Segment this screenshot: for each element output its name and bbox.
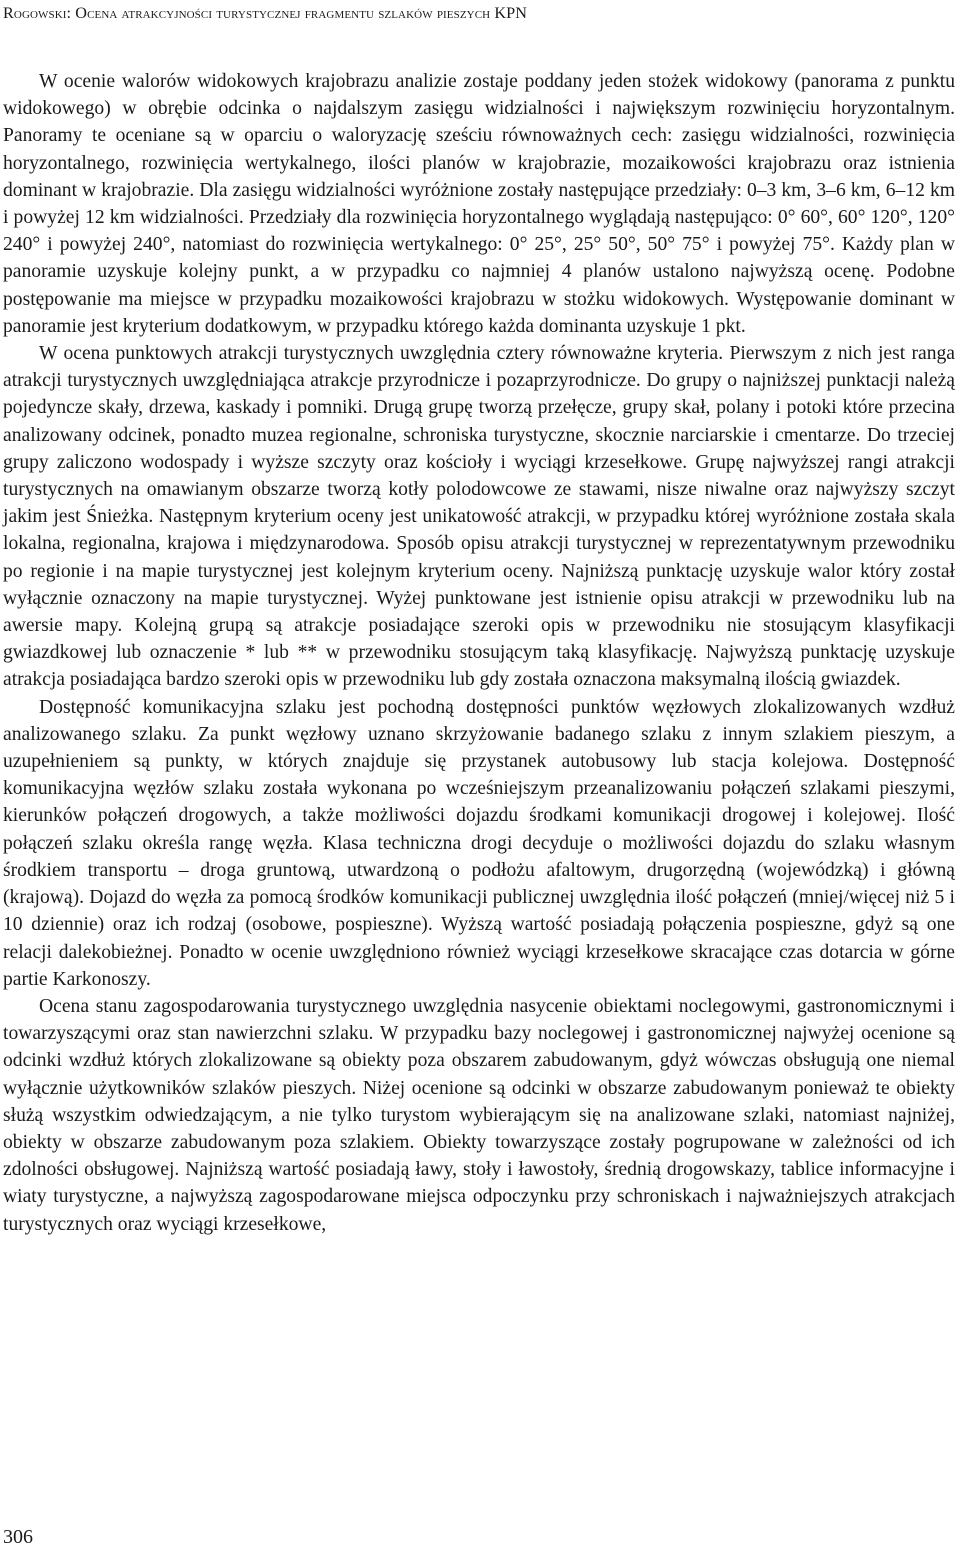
article-body [3, 68, 955, 1238]
paragraph-tourist-infrastructure: Ocena stanu zagospodarowania turystycznego uwzględnia nasycenie obiektami noclegowymi, gastronomicznymi i towarzyszącymi oraz stan nawierzchni szlaku. W przypadku bazy noclegowej i gastronomicznej najwyżej ocenione są odcinki wzdłuż których zlokalizowane są obiekty poza obszarem zabudowanym, gdyż wówczas obsługują one niemal wyłącznie użytkowników szlaków pieszych. Niżej ocenione są odcinki w obszarze zabudowanym ponieważ te obiekty służą wszystkim odwiedzającym, a nie tylko turystom wybierającym się na analizowane szlaki, natomiast najniżej, obiekty w obszarze zabudowanym poza szlakiem. Obiekty towarzyszące zostały pogrupowane w zależności od ich zdolności obsługowej. Najniższą wartość posiadają ławy, stoły i ławostoły, średnią drogowskazy, tablice informacyjne i wiaty turystyczne, a najwyższą zagospodarowane miejsca odpoczynku przy schroniskach i najważniejszych atrakcjach turystycznych oraz wyciągi krzesełkowe, [3, 995, 955, 1235]
running-header: Rogowski: Ocena atrakcyjności turystycznej fragmentu szlaków pieszych KPN [3, 4, 528, 22]
paragraph-panorama-assessment: W ocenie walorów widokowych krajobrazu analizie zostaje poddany jeden stożek widokowy (panorama z punktu widokowego) w obrębie odcinka o najdalszym zasięgu widzialności i największym rozwinięciu horyzontalnym. Panoramy te oceniane są w oparciu o waloryzację sześciu równoważnych cech: zasięgu widzialności, rozwinięcia horyzontalnego, rozwinięcia wertykalnego, ilości planów w krajobrazie, mozaikowości krajobrazu oraz istnienia dominant w krajobrazie. Dla zasięgu widzialności wyróżnione zostały następujące przedziały: 0–3 km, 3–6 km, 6–12 km i powyżej 12 km widzialności. Przedziały dla rozwinięcia horyzontalnego wyglądają następująco: 0° 60°, 60° 120°, 120° 240° i powyżej 240°, natomiast do rozwinięcia wertykalnego: 0° 25°, 25° 50°, 50° 75° i powyżej 75°. Każdy plan w panoramie uzyskuje kolejny punkt, a w przypadku co najmniej 4 planów ustalono najwyższą ocenę. Podobne postępowanie ma miejsce w przypadku mozaikowości krajobrazu w stożku widokowych. Występowanie dominant w panoramie jest kryterium dodatkowym, w przypadku którego każda dominanta uzyskuje 1 pkt. [3, 71, 955, 337]
paragraph-point-attractions: W ocena punktowych atrakcji turystycznych uwzględnia cztery równoważne kryteria. Pierwszym z nich jest ranga atrakcji turystycznych uwzględniająca atrakcje przyrodnicze i pozaprzyrodnicze. Do grupy o najniższej punktacji należą pojedyncze skały, drzewa, kaskady i pomniki. Drugą grupę tworzą przełęcze, grupy skał, polany i potoki które przecina analizowany odcinek, ponadto muzea regionalne, schroniska turystyczne, skocznie narciarskie i cmentarze. Do trzeciej grupy zaliczono wodospady i wyższe szczyty oraz kościoły i wyciągi krzesełkowe. Grupę najwyższej rangi atrakcji turystycznych na omawianym obszarze tworzą kotły polodowcowe ze stawami, nisze niwalne oraz najwyższy szczyt jakim jest Śnieżka. Następnym kryterium oceny jest unikatowość atrakcji, w przypadku której wyróżnione została skala lokalna, regionalna, krajowa i międzynarodowa. Sposób opisu atrakcji turystycznej w reprezentatywnym przewodniku po regionie i na mapie turystycznej jest kolejnym kryterium oceny. Najniższą punktację uzyskuje walor który został wyłącznie oznaczony na mapie turystycznej. Wyżej punktowane jest istnienie opisu atrakcji w przewodniku lub na awersie mapy. Kolejną grupą są atrakcje posiadające szeroki opis w przewodniku nie stosującym klasyfikacji gwiazdkowej lub oznaczenie * lub ** w przewodniku stosującym taką klasyfikację. Najwyższą punktację uzyskuje atrakcja posiadająca bardzo szeroki opis w przewodniku lub gdy została oznaczona maksymalną ilością gwiazdek. [3, 343, 955, 691]
paragraph-transport-accessibility: Dostępność komunikacyjna szlaku jest pochodną dostępności punktów węzłowych zlokalizowanych wzdłuż analizowanego szlaku. Za punkt węzłowy uznano skrzyżowanie badanego szlaku z innym szlakiem pieszym, a uzupełnieniem są punkty, w których znajduje się przystanek autobusowy lub stacja kolejowa. Dostępność komunikacyjna węzłów szlaku została wykonana po wcześniejszym przeanalizowaniu połączeń szlakami pieszymi, kierunków połączeń drogowych, a także możliwości dojazdu środkami komunikacji drogowej i kolejowej. Ilość połączeń szlaku określa rangę węzła. Klasa techniczna drogi decyduje o możliwości dojazdu do szlaku własnym środkiem transportu – droga gruntową, utwardzoną o podłożu afaltowym, drugorzędną (wojewódzką) i główną (krajową). Dojazd do węzła za pomocą środków komunikacji publicznej uwzględnia ilość połączeń (mniej/więcej niż 5 i 10 dziennie) oraz ich rodzaj (osobowe, pospieszne). Wyższą wartość posiadają połączenia pospieszne, gdyż są one relacji dalekobieżnej. Ponadto w ocenie uwzględniono również wyciągi krzesełkowe skracające czas dotarcia w górne partie Karkonoszy. [3, 696, 955, 990]
page-number: 306 [3, 1526, 33, 1548]
